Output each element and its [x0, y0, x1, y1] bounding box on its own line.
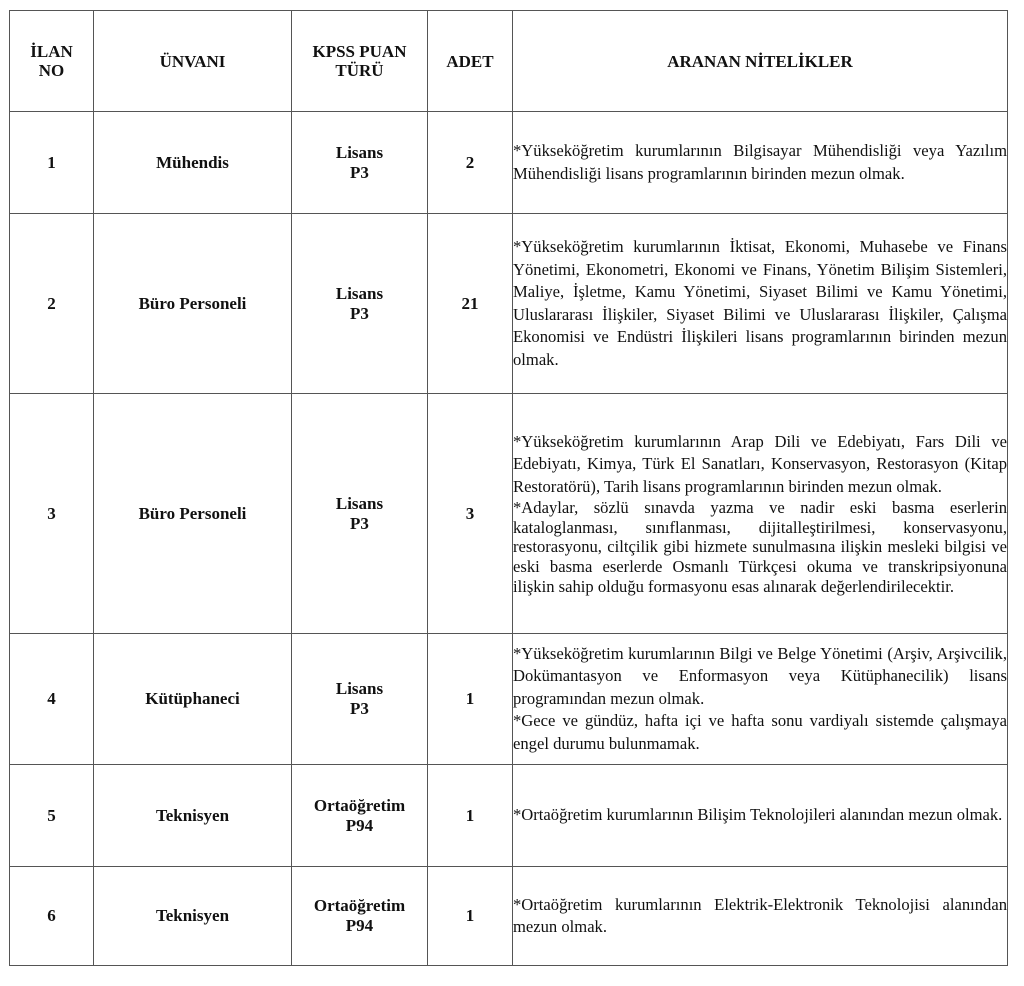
row-title: Kütüphaneci [94, 634, 292, 765]
requirement-text: *Yükseköğretim kurumlarının Bilgisayar Mühendisliği veya Yazılım Mühendisliği lisans programlarının birinden mezun olmak. [513, 141, 1007, 183]
row-kpss-code: P3 [350, 303, 369, 323]
table-header-row [10, 11, 1008, 112]
row-kpss-level: Lisans [335, 283, 384, 303]
row-kpss [292, 394, 428, 634]
table-row [10, 112, 1008, 214]
header-adet-label: ADET [446, 51, 494, 71]
row-no: 3 [10, 394, 94, 634]
requirement-text: *Ortaöğretim kurumlarının Bilişim Teknolojileri alanından mezun olmak. [513, 805, 1003, 825]
row-count: 1 [428, 765, 513, 867]
row-count: 21 [428, 214, 513, 394]
header-unvani [94, 11, 292, 112]
requirement-text: *Yükseköğretim kurumlarının İktisat, Ekonomi, Muhasebe ve Finans Yönetimi, Ekonometri, Ekonomi ve Finans, Yönetim Bilişim Sistemleri, Maliye, İşletme, Kamu Yönetimi, Siyaset Bilimi ve Kamu Yönetimi, Uluslararası İlişkiler, Siyaset Bilimi ve Uluslararası İlişkiler, Çalışma Ekonomisi ve Endüstri İlişkileri lisans programlarının birinden mezun olmak. [513, 237, 1007, 369]
requirement-text: *Yükseköğretim kurumlarının Bilgi ve Belge Yönetimi (Arşiv, Arşivcilik, Dokümantasyon ve Enformasyon veya Kütüphanecilik) lisans programından mezun olmak. [513, 643, 1007, 708]
row-requirements [513, 112, 1008, 214]
row-kpss-code: P3 [350, 162, 369, 182]
row-title: Mühendis [94, 112, 292, 214]
row-kpss-level: Lisans [335, 493, 384, 513]
row-count: 1 [428, 867, 513, 966]
row-no: 4 [10, 634, 94, 765]
row-no: 5 [10, 765, 94, 867]
row-kpss [292, 634, 428, 765]
row-requirements [513, 765, 1008, 867]
header-kpss [292, 11, 428, 112]
row-kpss-code: P3 [350, 699, 369, 718]
row-kpss-code: P94 [345, 815, 374, 835]
header-kpss-line1: KPSS PUAN [312, 42, 407, 61]
row-no: 1 [10, 112, 94, 214]
requirement-text: *Yükseköğretim kurumlarının Arap Dili ve Edebiyatı, Fars Dili ve Edebiyatı, Kimya, Türk El Sanatları, Konservasyon, Restorasyon (Kitap Restoratörü), Tarih lisans programlarının birinden mezun olmak. [513, 431, 1007, 496]
row-title: Büro Personeli [94, 214, 292, 394]
row-requirements [513, 634, 1008, 765]
requirement-text: *Ortaöğretim kurumlarının Elektrik-Elektronik Teknolojisi alanından mezun olmak. [513, 894, 1007, 936]
header-nitelikler [513, 11, 1008, 112]
row-title: Büro Personeli [94, 394, 292, 634]
row-kpss-level: Ortaöğretim [313, 896, 406, 915]
table-row [10, 634, 1008, 765]
row-requirements [513, 394, 1008, 634]
row-no: 2 [10, 214, 94, 394]
table-row [10, 765, 1008, 867]
row-no: 6 [10, 867, 94, 966]
row-kpss-level: Ortaöğretim [313, 795, 406, 815]
job-listing-table [9, 10, 1008, 966]
header-nitelikler-label: ARANAN NİTELİKLER [667, 51, 853, 71]
row-kpss-level: Lisans [335, 142, 384, 162]
requirement-text: *Gece ve gündüz, hafta içi ve hafta sonu vardiyalı sistemde çalışmaya engel durumu bulunmamak. [513, 711, 1007, 753]
row-count: 1 [428, 634, 513, 765]
header-unvani-label: ÜNVANI [159, 51, 226, 71]
row-kpss [292, 765, 428, 867]
row-kpss-level: Lisans [335, 679, 384, 698]
table-row [10, 867, 1008, 966]
header-ilan-no-line2: NO [38, 61, 65, 80]
row-kpss [292, 867, 428, 966]
header-adet [428, 11, 513, 112]
row-title: Teknisyen [94, 867, 292, 966]
row-title: Teknisyen [94, 765, 292, 867]
row-count: 2 [428, 112, 513, 214]
header-ilan-no-line1: İLAN [30, 42, 73, 61]
row-requirements [513, 214, 1008, 394]
requirement-text: *Adaylar, sözlü sınavda yazma ve nadir eski basma eserlerin kataloglanması, sınıflanması, dijitalleştirilmesi, konservasyonu, restorasyonu, ciltçilik gibi hizmete sunulmasına ilişkin mesleki bilgisi ve eski basma eserlerde Osmanlı Türkçesi okuma ve transkripsiyonuna ilişkin sahip olduğu formasyonu esas alınarak değerlendirilecektir. [513, 498, 1007, 596]
row-kpss-code: P94 [345, 916, 374, 935]
row-count: 3 [428, 394, 513, 634]
header-ilan-no [10, 11, 94, 112]
table-row [10, 394, 1008, 634]
row-kpss-code: P3 [350, 513, 369, 533]
table-row [10, 214, 1008, 394]
row-requirements [513, 867, 1008, 966]
row-kpss [292, 214, 428, 394]
header-kpss-line2: TÜRÜ [335, 61, 384, 80]
row-kpss [292, 112, 428, 214]
